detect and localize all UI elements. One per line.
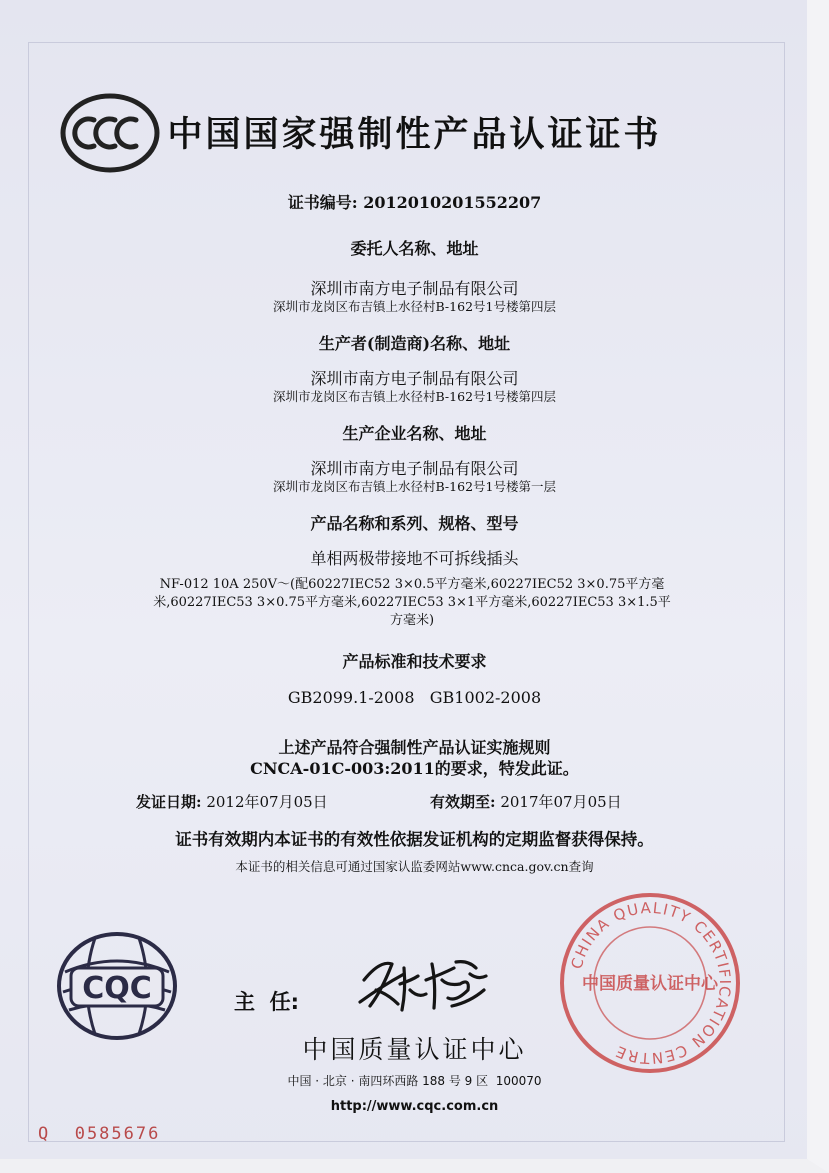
issue-date — [136, 791, 328, 812]
issue-date-label: 发证日期: — [136, 793, 202, 811]
serial-number: Q 0585676 — [38, 1124, 161, 1144]
product-model-line: 米,60227IEC53 3×0.75平方毫米,60227IEC53 3×1平方毫米,60227IEC53 3×1.5平 — [153, 595, 671, 610]
standards-value: GB2099.1-2008 GB1002-2008 — [287, 688, 542, 707]
applicant-heading: 委托人名称、地址 — [350, 239, 479, 258]
manufacturer-name: 深圳市南方电子制品有限公司 — [310, 369, 519, 388]
director-label: 主 任: — [234, 990, 300, 1014]
issue-date-value: 2012年07月05日 — [206, 793, 328, 811]
standards-heading: 产品标准和技术要求 — [342, 652, 487, 671]
cqc-logo-icon — [55, 930, 180, 1042]
product-model-line: 方毫米) — [389, 613, 435, 628]
seal-center-text: 中国质量认证中心 — [582, 974, 718, 994]
director-signature — [352, 950, 502, 1022]
certificate-title: 中国国家强制性产品认证证书 — [167, 115, 662, 155]
statement-line-2: CNCA-01C-003:2011的要求，特发此证。 — [250, 759, 579, 778]
expiry-date-value: 2017年07月05日 — [500, 793, 622, 811]
cqc-logo-text: CQC — [82, 971, 152, 1006]
issuer-url: http://www.cqc.com.cn — [330, 1099, 499, 1114]
issuer-name: 中国质量认证中心 — [302, 1035, 527, 1064]
factory-name: 深圳市南方电子制品有限公司 — [310, 459, 519, 478]
expiry-date — [430, 791, 622, 812]
product-model-line: NF-012 10A 250V～(配60227IEC52 3×0.5平方毫米,60227IEC52 3×0.75平方毫 — [159, 577, 665, 592]
applicant-name: 深圳市南方电子制品有限公司 — [310, 279, 519, 298]
factory-address: 深圳市龙岗区布吉镇上水径村B-162号1号楼第一层 — [273, 479, 556, 494]
product-heading: 产品名称和系列、规格、型号 — [310, 514, 519, 533]
applicant-address: 深圳市龙岗区布吉镇上水径村B-162号1号楼第四层 — [273, 299, 556, 314]
certificate-number-value: 2012010201552207 — [363, 193, 542, 212]
seal-ring-text: CHINA QUALITY CERTIFICATION CENTRE — [567, 898, 735, 1068]
factory-heading: 生产企业名称、地址 — [342, 424, 487, 443]
certificate-number — [0, 190, 829, 213]
manufacturer-address: 深圳市龙岗区布吉镇上水径村B-162号1号楼第四层 — [273, 389, 556, 404]
validity-note: 证书有效期内本证书的有效性依据发证机构的定期监督获得保持。 — [175, 830, 654, 849]
expiry-date-label: 有效期至: — [430, 793, 496, 811]
product-model — [122, 576, 702, 630]
issuer-address: 中国 · 北京 · 南四环西路 188 号 9 区 100070 — [287, 1074, 542, 1088]
info-note: 本证书的相关信息可通过国家认监委网站www.cnca.gov.cn查询 — [235, 859, 594, 874]
certificate-number-label: 证书编号: — [287, 193, 358, 212]
product-name: 单相两极带接地不可拆线插头 — [310, 549, 519, 568]
statement-line-1: 上述产品符合强制性产品认证实施规则 — [278, 738, 551, 757]
manufacturer-heading: 生产者(制造商)名称、地址 — [318, 334, 511, 353]
